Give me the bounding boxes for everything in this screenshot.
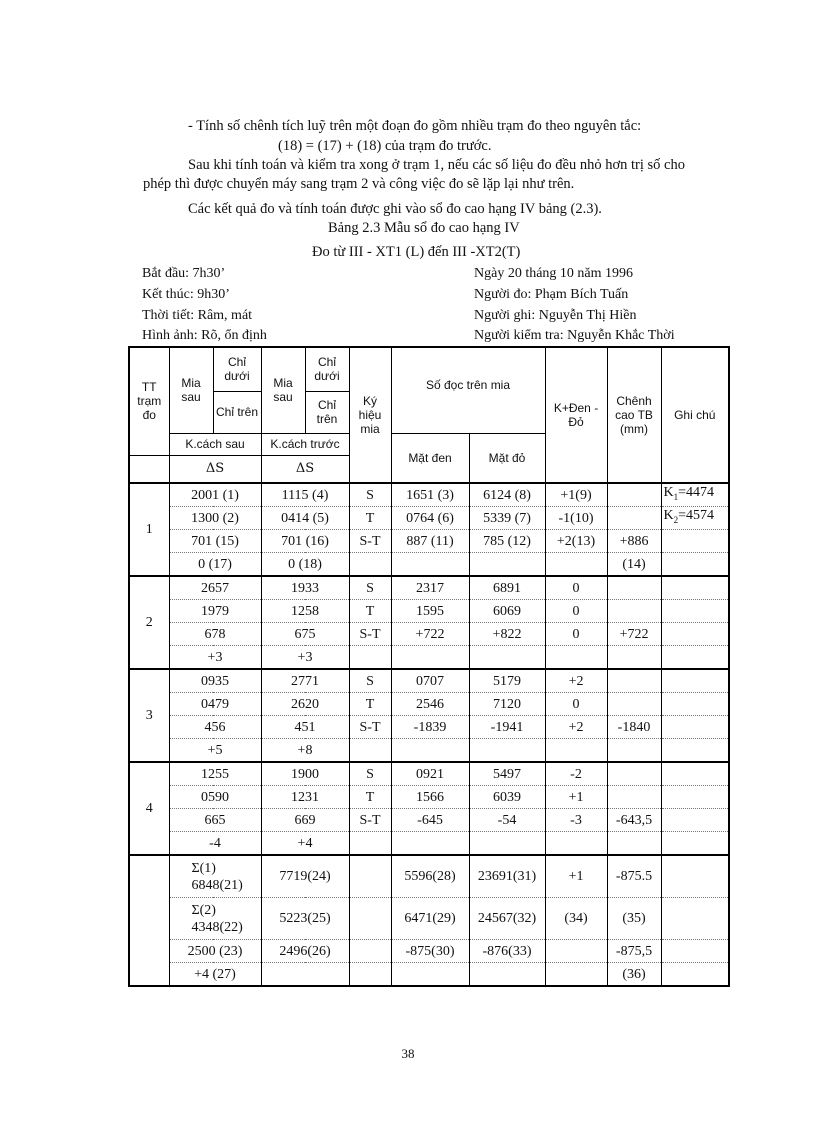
route-title: Đo từ III - XT1 (L) đến III -XT2(T): [312, 244, 521, 260]
header-ky-hieu: Ký hiệu mia: [349, 347, 391, 483]
cell-ghi-chu: [661, 483, 729, 507]
cell-mia-truoc: +3: [261, 646, 349, 670]
cell-k-den-do: [545, 739, 607, 763]
cell-ghi-chu: [661, 809, 729, 832]
cell-ghi-chu: [661, 762, 729, 786]
cell-mia-truoc: 669: [261, 809, 349, 832]
cell-mat-do: [469, 553, 545, 577]
cell-mia-sau: 701 (15): [169, 530, 261, 553]
cell-ky-hieu: S: [349, 762, 391, 786]
cell-chenh-cao: [607, 693, 661, 716]
cell-ky-hieu: S: [349, 576, 391, 600]
cell-mia-truoc: 1115 (4): [261, 483, 349, 507]
cell-k-den-do: +1: [545, 786, 607, 809]
cell-mat-den: [391, 646, 469, 670]
cell-mat-do: 5339 (7): [469, 507, 545, 530]
total-mia-sau: +4 (27): [169, 963, 261, 987]
cell-chenh-cao: [607, 483, 661, 507]
cell-chenh-cao: [607, 669, 661, 693]
table-row: [129, 553, 729, 577]
cell-mia-sau: 456: [169, 716, 261, 739]
cell-chenh-cao: -1840: [607, 716, 661, 739]
cell-mia-sau: 1255: [169, 762, 261, 786]
table-row: [129, 646, 729, 670]
intro-line-5: Các kết quả đo và tính toán được ghi vào sổ đo cao hạng IV bảng (2.3).: [188, 201, 602, 217]
cell-mat-den: 887 (11): [391, 530, 469, 553]
cell-k-den-do: -3: [545, 809, 607, 832]
cell-chenh-cao: [607, 762, 661, 786]
total-blank: [349, 855, 391, 898]
cell-ghi-chu: [661, 786, 729, 809]
meta-image: Hình ảnh: Rõ, ổn định: [142, 328, 267, 343]
meta-observer: Người đo: Phạm Bích Tuấn: [474, 287, 629, 302]
cell-mat-den: 1566: [391, 786, 469, 809]
cell-ghi-chu: [661, 739, 729, 763]
table-row: [129, 623, 729, 646]
cell-mia-sau: 0 (17): [169, 553, 261, 577]
total-chenh-cao: -875,5: [607, 940, 661, 963]
cell-chenh-cao: [607, 600, 661, 623]
total-blank: [349, 940, 391, 963]
table-row: [129, 669, 729, 693]
station-number: 1: [129, 483, 169, 576]
totals-row: [129, 940, 729, 963]
cell-k-den-do: +1(9): [545, 483, 607, 507]
cell-mia-sau: 0479: [169, 693, 261, 716]
table-row: [129, 832, 729, 856]
cell-ky-hieu: S-T: [349, 623, 391, 646]
total-k-den-do: [545, 963, 607, 987]
totals-label-cell: [129, 855, 169, 986]
cell-k-den-do: +2: [545, 669, 607, 693]
k-constant-part: K: [663, 508, 674, 524]
cell-mat-do: -1941: [469, 716, 545, 739]
table-row: [129, 786, 729, 809]
header-mia-sau: Mia sau: [169, 347, 213, 433]
leveling-log-table: [128, 346, 730, 987]
page-number: 38: [401, 1046, 415, 1061]
meta-start: Bắt đầu: 7h30’: [142, 266, 226, 281]
cell-chenh-cao: [607, 832, 661, 856]
header-mat-den: Mặt đen: [391, 433, 469, 483]
cell-mia-sau: 2657: [169, 576, 261, 600]
cell-mat-den: 2317: [391, 576, 469, 600]
cell-ky-hieu: [349, 646, 391, 670]
cell-chenh-cao: [607, 739, 661, 763]
table-caption: Bảng 2.3 Mẫu sổ đo cao hạng IV: [328, 220, 520, 236]
k-constant-part: =4474: [678, 485, 715, 501]
table-row: [129, 693, 729, 716]
cell-mia-truoc: 0 (18): [261, 553, 349, 577]
meta-date: Ngày 20 tháng 10 năm 1996: [474, 266, 634, 281]
cell-ky-hieu: S: [349, 483, 391, 507]
cell-ghi-chu: [661, 716, 729, 739]
table-row: [129, 576, 729, 600]
cell-mat-do: 6891: [469, 576, 545, 600]
header-ghi-chu: Ghi chú: [661, 347, 729, 483]
cell-chenh-cao: [607, 576, 661, 600]
cell-mia-sau: +5: [169, 739, 261, 763]
k-constant-part: 1: [673, 491, 679, 502]
total-mia-sau: 2500 (23): [169, 940, 261, 963]
total-mia-sau: Σ(1) 6848(21): [169, 855, 261, 898]
cell-mia-truoc: 675: [261, 623, 349, 646]
cell-k-den-do: 0: [545, 693, 607, 716]
cell-mat-do: +822: [469, 623, 545, 646]
total-ghi-chu: [661, 855, 729, 898]
cell-mat-do: [469, 739, 545, 763]
meta-checker: Người kiểm tra: Nguyễn Khắc Thời: [474, 328, 675, 343]
station-number: 2: [129, 576, 169, 669]
header-blank-tt: [129, 455, 169, 483]
cell-ghi-chu: [661, 600, 729, 623]
cell-ghi-chu: [661, 832, 729, 856]
totals-row: [129, 855, 729, 898]
cell-ky-hieu: T: [349, 693, 391, 716]
total-mia-sau: Σ(2) 4348(22): [169, 898, 261, 940]
total-mia-truoc: 5223(25): [261, 898, 349, 940]
cell-mia-truoc: 1231: [261, 786, 349, 809]
cell-ky-hieu: [349, 739, 391, 763]
cell-k-den-do: -2: [545, 762, 607, 786]
table-row: [129, 809, 729, 832]
intro-formula: (18) = (17) + (18) của trạm đo trước.: [278, 138, 492, 154]
cell-mat-do: -54: [469, 809, 545, 832]
total-mia-truoc: 2496(26): [261, 940, 349, 963]
table-row: [129, 600, 729, 623]
table-row: [129, 739, 729, 763]
cell-k-den-do: 0: [545, 600, 607, 623]
cell-mat-den: +722: [391, 623, 469, 646]
total-ghi-chu: [661, 940, 729, 963]
cell-mat-den: 0921: [391, 762, 469, 786]
cell-mat-den: 0764 (6): [391, 507, 469, 530]
totals-row: [129, 963, 729, 987]
table-row: [129, 507, 729, 530]
cell-mat-den: 2546: [391, 693, 469, 716]
header-chi-duoi-sau: Chỉ dưới: [213, 347, 261, 391]
cell-chenh-cao: -643,5: [607, 809, 661, 832]
cell-mia-sau: 2001 (1): [169, 483, 261, 507]
table-row: [129, 483, 729, 507]
cell-ky-hieu: [349, 832, 391, 856]
cell-mia-truoc: 2620: [261, 693, 349, 716]
cell-chenh-cao: (14): [607, 553, 661, 577]
meta-end: Kết thúc: 9h30’: [142, 287, 230, 302]
cell-mia-sau: 678: [169, 623, 261, 646]
cell-mat-den: -645: [391, 809, 469, 832]
station-number: 4: [129, 762, 169, 855]
header-delta-s-sau: ΔS: [169, 455, 261, 483]
header-delta-s-truoc: ΔS: [261, 455, 349, 483]
total-mat-do: 23691(31): [469, 855, 545, 898]
cell-mia-truoc: 451: [261, 716, 349, 739]
cell-mat-do: 5497: [469, 762, 545, 786]
total-mat-den: -875(30): [391, 940, 469, 963]
cell-chenh-cao: [607, 786, 661, 809]
total-ghi-chu: [661, 963, 729, 987]
total-k-den-do: (34): [545, 898, 607, 940]
meta-recorder: Người ghi: Nguyễn Thị Hiền: [474, 308, 637, 323]
header-tt: TT trạm đo: [129, 347, 169, 455]
total-mia-truoc: 7719(24): [261, 855, 349, 898]
cell-k-den-do: 0: [545, 623, 607, 646]
table-row: [129, 762, 729, 786]
cell-mia-truoc: +4: [261, 832, 349, 856]
header-mat-do: Mặt đỏ: [469, 433, 545, 483]
cell-mia-sau: 0590: [169, 786, 261, 809]
cell-mat-den: 1651 (3): [391, 483, 469, 507]
cell-mat-den: [391, 832, 469, 856]
cell-mat-do: 7120: [469, 693, 545, 716]
cell-mat-do: 785 (12): [469, 530, 545, 553]
total-mat-do: [469, 963, 545, 987]
cell-mia-truoc: 1933: [261, 576, 349, 600]
header-chi-tren-sau: Chỉ trên: [213, 391, 261, 433]
total-k-den-do: [545, 940, 607, 963]
cell-ky-hieu: T: [349, 600, 391, 623]
cell-mia-sau: 0935: [169, 669, 261, 693]
cell-mat-den: 0707: [391, 669, 469, 693]
meta-weather: Thời tiết: Râm, mát: [142, 308, 253, 323]
table-row: [129, 716, 729, 739]
cell-ky-hieu: S-T: [349, 716, 391, 739]
intro-line-3: Sau khi tính toán và kiểm tra xong ở trạm 1, nếu các số liệu đo đều nhỏ hơn trị số cho: [188, 157, 685, 173]
total-blank: [349, 963, 391, 987]
cell-ghi-chu: [661, 553, 729, 577]
cell-ky-hieu: T: [349, 507, 391, 530]
total-chenh-cao: (35): [607, 898, 661, 940]
cell-mia-truoc: 1258: [261, 600, 349, 623]
total-chenh-cao: (36): [607, 963, 661, 987]
cell-k-den-do: -1(10): [545, 507, 607, 530]
cell-mia-truoc: +8: [261, 739, 349, 763]
cell-k-den-do: [545, 553, 607, 577]
cell-ky-hieu: [349, 553, 391, 577]
cell-ghi-chu: [661, 507, 729, 530]
cell-chenh-cao: [607, 507, 661, 530]
total-mat-do: 24567(32): [469, 898, 545, 940]
intro-line-4: phép thì được chuyển máy sang trạm 2 và công việc đo sẽ lặp lại như trên.: [143, 176, 575, 192]
cell-ky-hieu: S: [349, 669, 391, 693]
cell-mia-truoc: 701 (16): [261, 530, 349, 553]
header-kcach-sau: K.cách sau: [169, 433, 261, 455]
cell-mat-do: 6039: [469, 786, 545, 809]
cell-ghi-chu: [661, 530, 729, 553]
header-kcach-truoc: K.cách trước: [261, 433, 349, 455]
header-so-doc: Số đọc trên mia: [391, 347, 545, 433]
cell-k-den-do: [545, 646, 607, 670]
cell-mia-sau: -4: [169, 832, 261, 856]
cell-ky-hieu: T: [349, 786, 391, 809]
total-mia-truoc: [261, 963, 349, 987]
cell-mia-truoc: 0414 (5): [261, 507, 349, 530]
table-row: [129, 530, 729, 553]
station-number: 3: [129, 669, 169, 762]
total-chenh-cao: -875.5: [607, 855, 661, 898]
cell-chenh-cao: +722: [607, 623, 661, 646]
cell-mat-den: 1595: [391, 600, 469, 623]
k-constant-part: 2: [673, 514, 679, 525]
total-ghi-chu: [661, 898, 729, 940]
cell-k-den-do: [545, 832, 607, 856]
total-mat-den: 5596(28): [391, 855, 469, 898]
cell-mia-truoc: 1900: [261, 762, 349, 786]
cell-ghi-chu: [661, 693, 729, 716]
cell-mia-sau: 1979: [169, 600, 261, 623]
header-chi-duoi-truoc: Chỉ dưới: [305, 347, 349, 391]
cell-mat-do: 5179: [469, 669, 545, 693]
total-k-den-do: +1: [545, 855, 607, 898]
totals-row: [129, 898, 729, 940]
cell-mat-do: [469, 646, 545, 670]
cell-mat-do: 6124 (8): [469, 483, 545, 507]
cell-mat-do: 6069: [469, 600, 545, 623]
total-mat-den: [391, 963, 469, 987]
header-chi-tren-truoc: Chỉ trên: [305, 391, 349, 433]
header-k-den-do: K+Đen - Đỏ: [545, 347, 607, 483]
cell-mia-sau: +3: [169, 646, 261, 670]
cell-ky-hieu: S-T: [349, 809, 391, 832]
cell-k-den-do: 0: [545, 576, 607, 600]
cell-chenh-cao: [607, 646, 661, 670]
cell-ky-hieu: S-T: [349, 530, 391, 553]
cell-ghi-chu: [661, 646, 729, 670]
cell-ghi-chu: [661, 623, 729, 646]
cell-k-den-do: +2(13): [545, 530, 607, 553]
cell-mat-do: [469, 832, 545, 856]
k-constant-part: K: [663, 485, 674, 501]
cell-mat-den: -1839: [391, 716, 469, 739]
header-chenh-cao: Chênh cao TB (mm): [607, 347, 661, 483]
cell-ghi-chu: [661, 576, 729, 600]
k-constant-part: =4574: [678, 508, 715, 524]
cell-mia-sau: 665: [169, 809, 261, 832]
cell-chenh-cao: +886: [607, 530, 661, 553]
cell-mia-sau: 1300 (2): [169, 507, 261, 530]
header-mia-truoc: Mia sau: [261, 347, 305, 433]
intro-line-1: - Tính số chênh tích luỹ trên một đoạn đo gồm nhiều trạm đo theo nguyên tắc:: [188, 118, 642, 134]
cell-mia-truoc: 2771: [261, 669, 349, 693]
total-mat-do: -876(33): [469, 940, 545, 963]
cell-mat-den: [391, 553, 469, 577]
cell-mat-den: [391, 739, 469, 763]
total-blank: [349, 898, 391, 940]
total-mat-den: 6471(29): [391, 898, 469, 940]
cell-ghi-chu: [661, 669, 729, 693]
cell-k-den-do: +2: [545, 716, 607, 739]
